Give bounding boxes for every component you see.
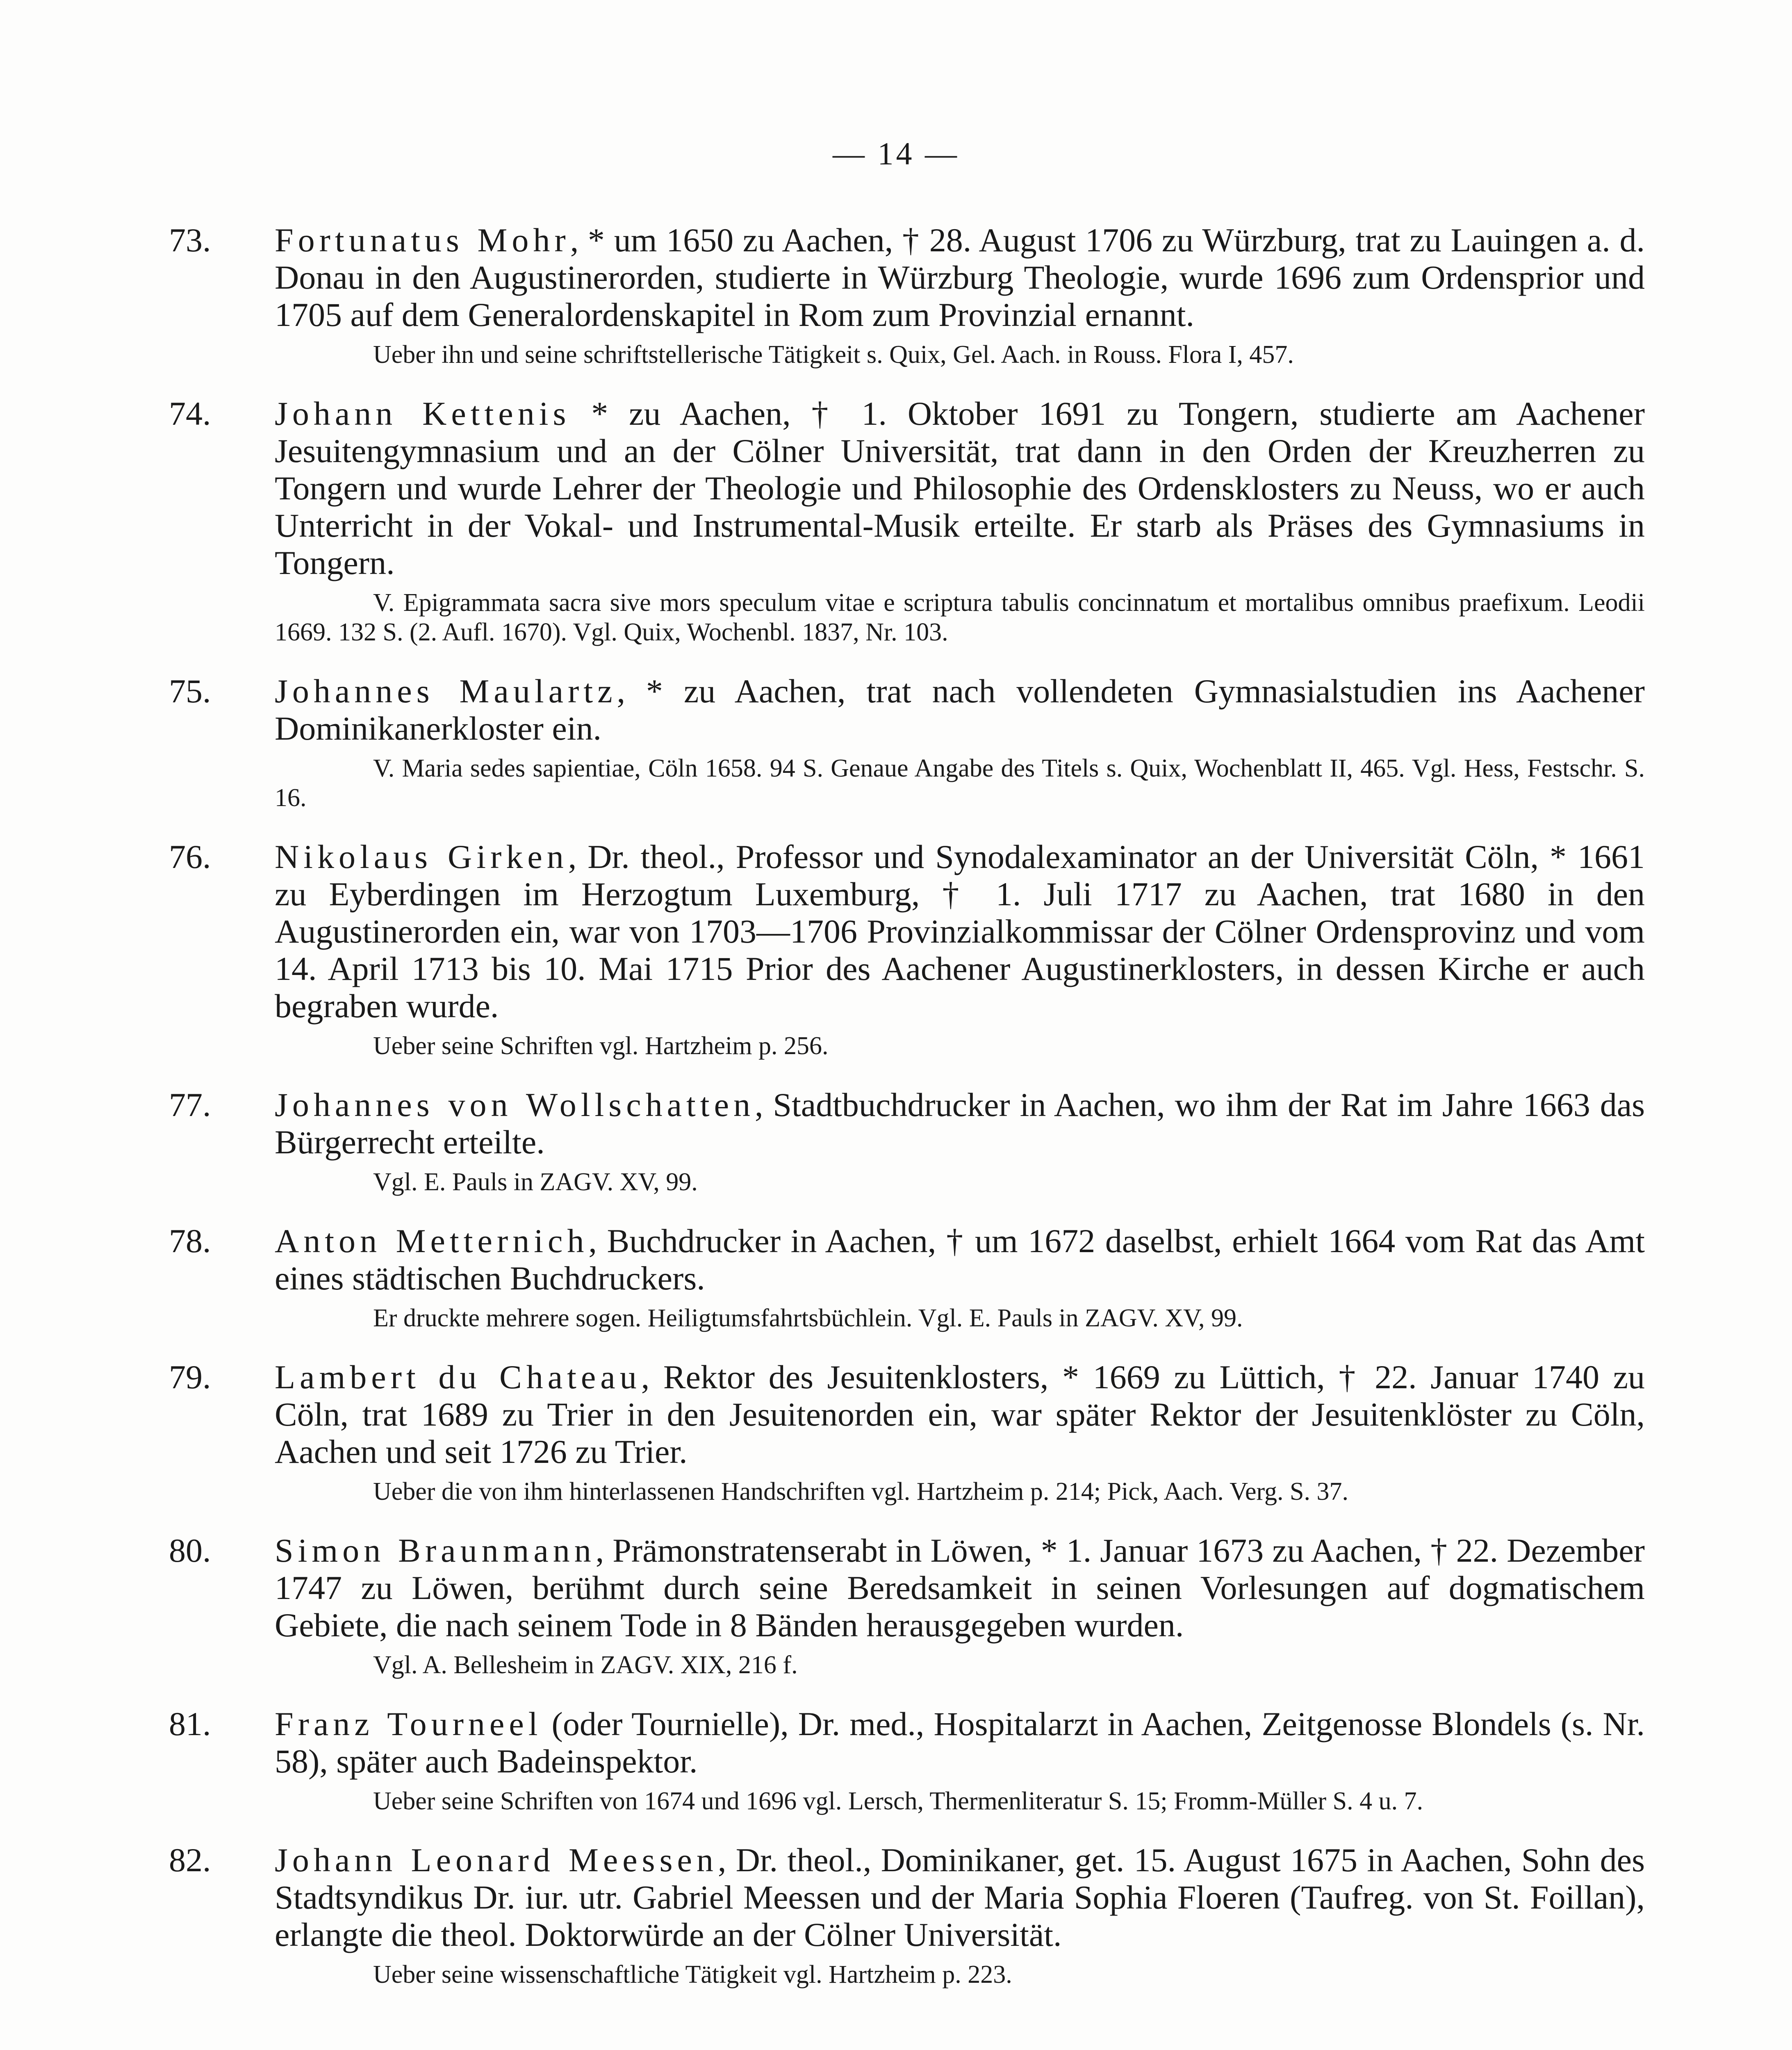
entry-78 [169,1222,1645,1333]
entry-note: Ueber seine Schriften von 1674 und 1696 vgl. Lersch, Thermenliteratur S. 15; Fromm-Müller S. 4 u. 7. [373,1787,1423,1815]
entry-description: , Dr. theol., Dominikaner, get. 15. August 1675 in Aachen, Sohn des Stadtsyndikus Dr. iur. utr. Gabriel Meessen und der Maria Sophia Floeren (Taufreg. von St. Foillan), erlangte die theol. Doktorwürde an der Cölner Universität. [275,1841,1645,1953]
entry-description: , Stadtbuchdrucker in Aachen, wo ihm der Rat im Jahre 1663 das Bürgerrecht erteilte. [275,1086,1645,1161]
entry-number: 79. [169,1358,211,1396]
entry-number: 78. [169,1222,211,1260]
entry-name: Simon Braunmann [275,1532,596,1569]
entry-number: 80. [169,1532,211,1569]
entry-number: 73. [169,221,211,259]
entry-text [275,1705,1645,1780]
entry-text [275,1086,1645,1161]
entry-name: Johannes Maulartz [275,672,617,710]
entry-description: , Dr. theol., Professor und Synodalexaminator an der Universität Cöln, * 1661 zu Eyberdingen im Herzogtum Luxemburg, † 1. Juli 1717 zu Aachen, trat 1680 in den Augustinerorden ein, war von 1703—1706 Provinzialkommissar der Cölner Ordensprovinz und vom 14. April 1713 bis 10. Mai 1715 Prior des Aachener Augustinerklosters, in dessen Kirche er auch begraben wurde. [275,838,1645,1025]
entry-description: , Buchdrucker in Aachen, † um 1672 daselbst, erhielt 1664 vom Rat das Amt eines städtischen Buchdruckers. [275,1222,1645,1297]
entry-name: Nikolaus Girken [275,838,568,875]
entry-text [275,1358,1645,1470]
entry-note: Vgl. A. Bellesheim in ZAGV. XIX, 216 f. [373,1651,798,1679]
entry-text [275,395,1645,581]
entry-description: (oder Tournielle), Dr. med., Hospitalarzt in Aachen, Zeitgenosse Blondels (s. Nr. 58), später auch Badeinspektor. [275,1705,1645,1780]
entry-note: Ueber seine wissenschaftliche Tätigkeit vgl. Hartzheim p. 223. [373,1961,1012,1988]
entry-text [275,838,1645,1025]
entry-note: Vgl. E. Pauls in ZAGV. XV, 99. [373,1168,698,1196]
entry-text [275,1532,1645,1644]
entry-number: 77. [169,1086,211,1123]
entry-number: 76. [169,838,211,875]
entry-number: 74. [169,395,211,432]
entry-description: * zu Aachen, † 1. Oktober 1691 zu Tongern, studierte am Aachener Jesuitengymnasium und an der Cölner Universität, trat dann in den Orden der Kreuzherren zu Tongern und wurde Lehrer der Theologie und Philosophie des Ordensklosters zu Neuss, wo er auch Unterricht in der Vokal- und Instrumental-Musik erteilte. Er starb als Präses des Gymnasiums in Tongern. [275,395,1645,581]
entry-name: Johann Kettenis [275,395,571,432]
entry-note: Ueber seine Schriften vgl. Hartzheim p. 256. [373,1032,829,1060]
entry-name: Johann Leonard Meessen [275,1841,718,1879]
entry-name: Anton Metternich [275,1222,589,1260]
entry-73 [169,221,1645,369]
entry-number: 82. [169,1841,211,1879]
entry-description: , * zu Aachen, trat nach vollendeten Gymnasialstudien ins Aachener Dominikanerkloster ein. [275,672,1645,747]
entry-81 [169,1705,1645,1816]
entry-description: , Rektor des Jesuitenklosters, * 1669 zu Lüttich, † 22. Januar 1740 zu Cöln, trat 1689 zu Trier in den Jesuitenorden ein, war später Rektor der Jesuitenklöster zu Cöln, Aachen und seit 1726 zu Trier. [275,1358,1645,1470]
entry-description: , Prämonstratenserabt in Löwen, * 1. Januar 1673 zu Aachen, † 22. Dezember 1747 zu Löwen, berühmt durch seine Beredsamkeit in seinen Vorlesungen auf dogmatischem Gebiete, die nach seinem Tode in 8 Bänden herausgegeben wurden. [275,1532,1645,1644]
entry-text [275,1222,1645,1297]
entry-name: Johannes von Wollschatten [275,1086,755,1123]
entry-list [169,221,1645,2015]
page-number: — 14 — [833,136,959,171]
entry-note: Ueber ihn und seine schriftstellerische Tätigkeit s. Quix, Gel. Aach. in Rouss. Flora I, 457. [373,341,1294,369]
entry-number: 81. [169,1705,211,1742]
entry-text [275,221,1645,333]
entry-note: Ueber die von ihm hinterlassenen Handschriften vgl. Hartzheim p. 214; Pick, Aach. Verg. S. 37. [373,1478,1349,1506]
entry-name: Franz Tourneel [275,1705,542,1742]
entry-note: Er druckte mehrere sogen. Heiligtumsfahrtsbüchlein. Vgl. E. Pauls in ZAGV. XV, 99. [373,1304,1243,1332]
entry-76 [169,838,1645,1061]
entry-name: Fortunatus Mohr [275,221,570,259]
entry-text [275,1841,1645,1953]
entry-note: V. Maria sedes sapientiae, Cöln 1658. 94 S. Genaue Angabe des Titels s. Quix, Wochenblatt II, 465. Vgl. Hess, Festschr. S. 16. [275,754,1645,812]
entry-number: 75. [169,672,211,710]
entry-text [275,672,1645,747]
entry-82 [169,1841,1645,1989]
entry-77 [169,1086,1645,1197]
entry-74 [169,395,1645,647]
entry-note: V. Epigrammata sacra sive mors speculum vitae e scriptura tabulis concinnatum et mortalibus omnibus praefixum. Leodii 1669. 132 S. (2. Aufl. 1670). Vgl. Quix, Wochenbl. 1837, Nr. 103. [275,589,1645,646]
entry-name: Lambert du Chateau [275,1358,641,1396]
entry-75 [169,672,1645,813]
entry-80 [169,1532,1645,1680]
entry-description: , * um 1650 zu Aachen, † 28. August 1706 zu Würzburg, trat zu Lauingen a. d. Donau in den Augustinerorden, studierte in Würzburg Theologie, wurde 1696 zum Ordensprior und 1705 auf dem Generalordenskapitel in Rom zum Provinzial ernannt. [275,221,1645,333]
entry-79 [169,1358,1645,1506]
